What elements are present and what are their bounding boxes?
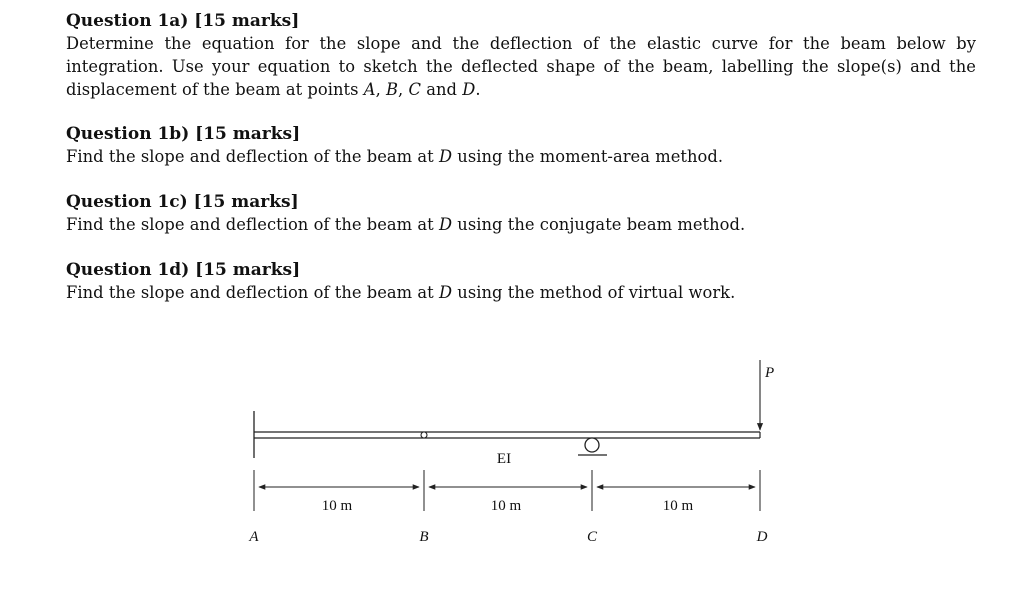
- question-1d-marks: [15 marks]: [195, 260, 301, 280]
- question-1d-text: Find the slope and deflection of the beam at D using the method of virtual work.: [66, 283, 736, 302]
- load-label-p: P: [765, 365, 775, 381]
- question-1d-label: Question 1d): [66, 260, 190, 280]
- question-1a-marks: [15 marks]: [194, 11, 300, 31]
- span-label-cd: 10 m: [662, 498, 694, 514]
- point-label-c: C: [586, 529, 598, 545]
- stiffness-label: EI: [496, 451, 512, 467]
- question-1c-text: Find the slope and deflection of the beam at D using the conjugate beam method.: [66, 215, 746, 234]
- question-1b-label: Question 1b): [66, 124, 190, 144]
- point-label-d: D: [756, 529, 768, 545]
- beam: [254, 432, 760, 438]
- span-label-bc: 10 m: [490, 498, 522, 514]
- span-label-ab: 10 m: [321, 498, 353, 514]
- point-label-a: A: [249, 529, 259, 545]
- question-1b-marks: [15 marks]: [195, 124, 301, 144]
- question-1c-label: Question 1c): [66, 192, 188, 212]
- point-label-b: B: [419, 529, 429, 545]
- question-1a-label: Question 1a): [66, 11, 189, 31]
- question-1c-marks: [15 marks]: [193, 192, 299, 212]
- question-1a-text: Determine the equation for the slope and the deflection of the elastic curve for the beam below by integration. Use your equation to sketch the deflected shape of the beam, labelling the slope(s) and the displacement of the beam at points A, B, C and D.: [66, 34, 976, 99]
- hinge-b: [421, 432, 427, 438]
- question-1b-text: Find the slope and deflection of the beam at D using the moment-area method.: [66, 147, 724, 166]
- roller-support-c: [578, 438, 607, 455]
